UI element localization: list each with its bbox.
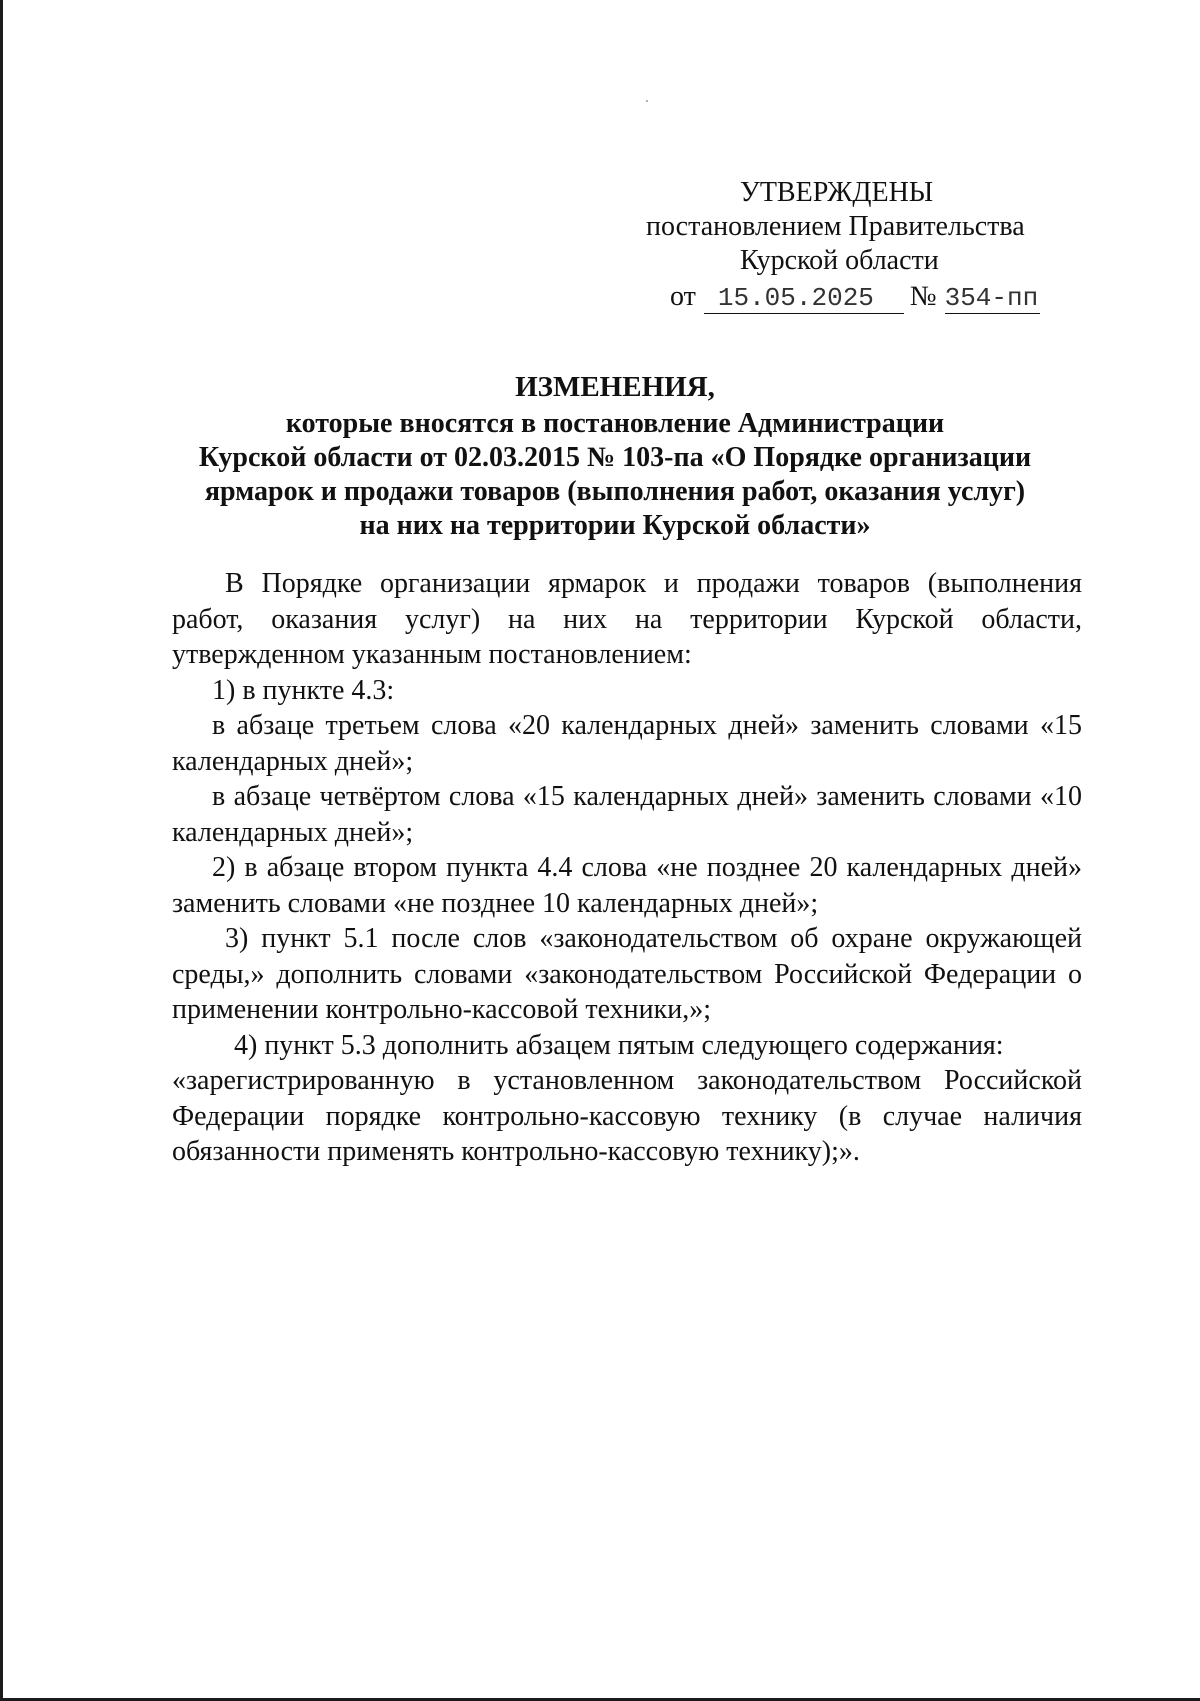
body-item-1a: в абзаце третьем слова «20 календарных дней» заменить словами «15 календарных дней»; <box>172 710 1082 777</box>
body-intro: В Порядке организации ярмарок и продажи товаров (выполнения работ, оказания услуг) на них на территории Курской области, утвержденном указанным постановлением: <box>172 568 1082 670</box>
body-item-2: 2) в абзаце втором пункта 4.4 слова «не позднее 20 календарных дней» заменить словами «не позднее 10 календарных дней»; <box>172 852 1082 919</box>
heading-line-3: ярмарок и продажи товаров (выполнения работ, оказания услуг) <box>204 476 1026 507</box>
document-body <box>172 566 1082 1170</box>
scan-speck <box>646 100 648 102</box>
document-heading <box>150 370 1080 543</box>
approval-number: 354-пп <box>944 283 1039 313</box>
heading-line-4: на них на территории Курской области» <box>359 510 871 541</box>
approval-number-label: № <box>909 281 937 312</box>
approval-region: Курской области <box>740 245 939 276</box>
approval-date-prefix: от <box>670 281 696 312</box>
heading-line-2: Курской области от 02.03.2015 № 103-па «О Порядке организации <box>198 442 1032 473</box>
approval-authority: постановлением Правительства <box>646 211 1025 242</box>
approval-date-line <box>670 280 1040 314</box>
body-item-1: 1) в пункте 4.3: <box>212 674 395 706</box>
heading-line-1: которые вносятся в постановление Администрации <box>285 408 945 439</box>
approval-date: 15.05.2025 <box>704 283 904 314</box>
body-item-3: 3) пункт 5.1 после слов «законодательством об охране окружающей среды,» дополнить словами «законодательством Российской Федерации о применении контрольно-кассовой техники,»; <box>172 923 1082 1025</box>
body-item-1b: в абзаце четвёртом слова «15 календарных дней» заменить словами «10 календарных дней»; <box>172 781 1082 848</box>
body-item-4-text: «зарегистрированную в установленном законодательством Российской Федерации порядке контрольно-кассовую технику (в случае наличия обязанности применять контрольно-кассовую технику);». <box>172 1065 1082 1167</box>
body-item-4: 4) пункт 5.3 дополнить абзацем пятым следующего содержания: <box>234 1029 1004 1061</box>
approval-title: УТВЕРЖДЕНЫ <box>740 177 934 208</box>
heading-title: ИЗМЕНЕНИЯ, <box>515 371 715 403</box>
scan-edge-left <box>0 0 3 1701</box>
